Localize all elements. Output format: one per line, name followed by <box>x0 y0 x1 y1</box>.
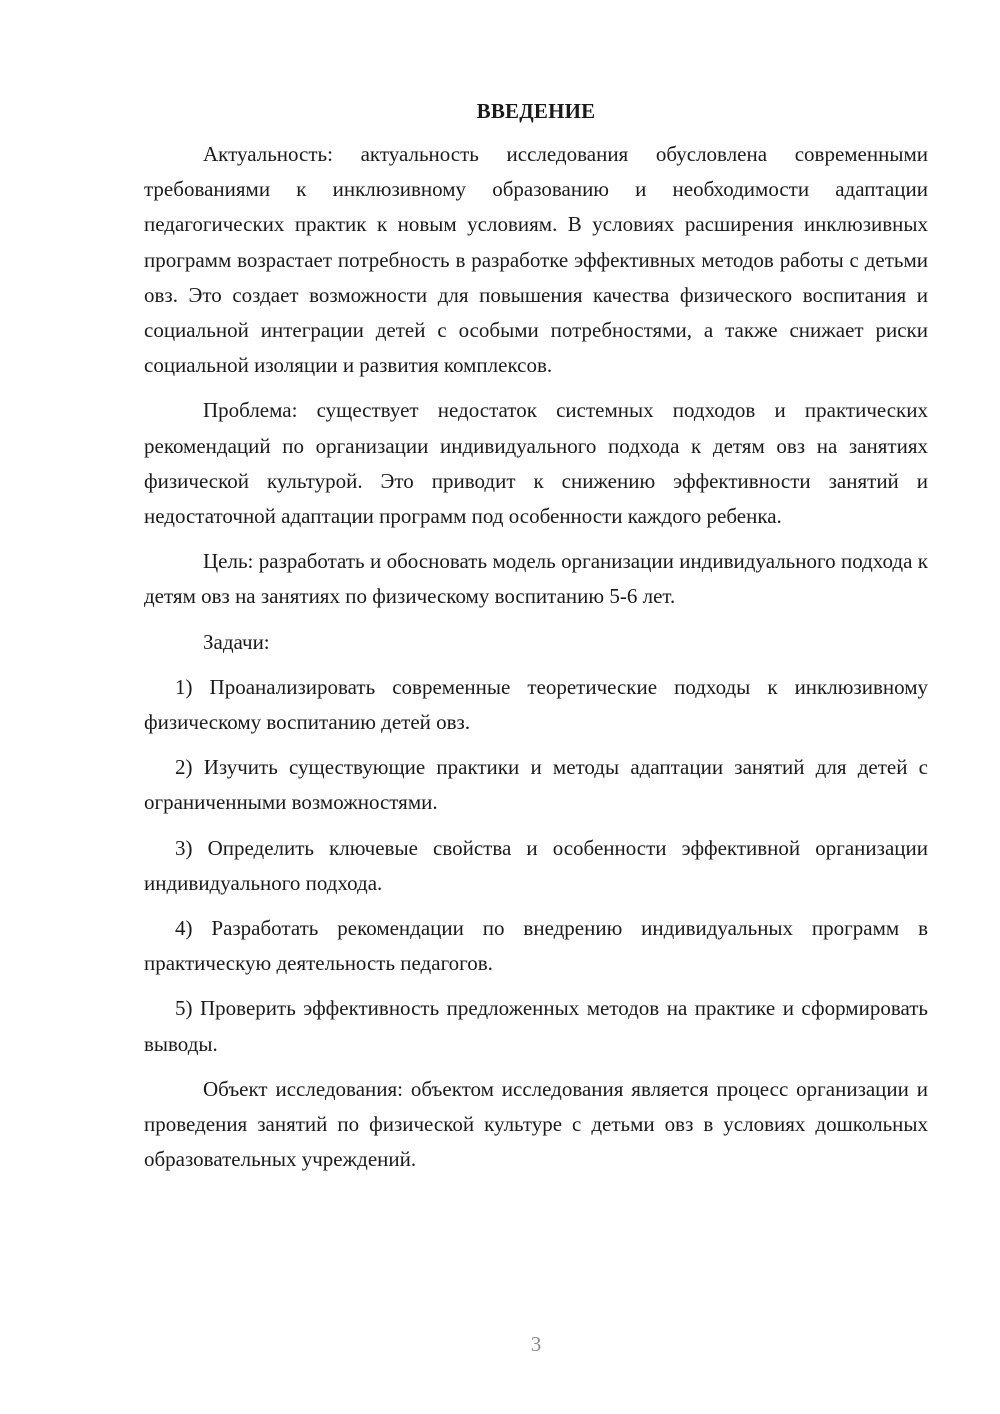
page-number: 3 <box>530 1332 542 1356</box>
task-item-3: 3) Определить ключевые свойства и особенности эффективной организации индивидуального подхода. <box>144 835 928 895</box>
task-item-1: 1) Проанализировать современные теоретические подходы к инклюзивному физическому воспитанию детей овз. <box>144 674 928 735</box>
task-item-5: 5) Проверить эффективность предложенных методов на практике и сформировать выводы. <box>144 996 928 1056</box>
task-item-2: 2) Изучить существующие практики и методы адаптации занятий для детей с ограниченными возможностями. <box>144 755 928 815</box>
problem-paragraph: Проблема: существует недостаток системных подходов и практических рекомендаций по организации индивидуального подхода к детям овз на занятиях физической культурой. Это приводит к снижению эффективности занятий и недостаточной адаптации программ под особенности каждого ребенка. <box>144 398 928 529</box>
tasks-heading: Задачи: <box>203 629 270 654</box>
object-paragraph: Объект исследования: объектом исследования является процесс организации и проведения занятий по физической культуре с детьми овз в условиях дошкольных образовательных учреждений. <box>144 1076 928 1172</box>
page-title: ВВЕДЕНИЕ <box>476 99 596 123</box>
task-item-4: 4) Разработать рекомендации по внедрению индивидуальных программ в практическую деятельность педагогов. <box>144 916 928 976</box>
page-content <box>144 94 928 1187</box>
goal-paragraph: Цель: разработать и обосновать модель организации индивидуального подхода к детям овз на занятиях по физическому воспитанию 5-6 лет. <box>144 549 928 609</box>
relevance-paragraph: Актуальность: актуальность исследования обусловлена современными требованиями к инклюзивному образованию и необходимости адаптации педагогических практик к новым условиям. В условиях расширения инклюзивных программ возрастает потребность в разработке эффективных методов работы с детьми овз. Это создает возможности для повышения качества физического воспитания и социальной интеграции детей с особыми потребностями, а также снижает риски социальной изоляции и развития комплексов. <box>144 142 928 378</box>
